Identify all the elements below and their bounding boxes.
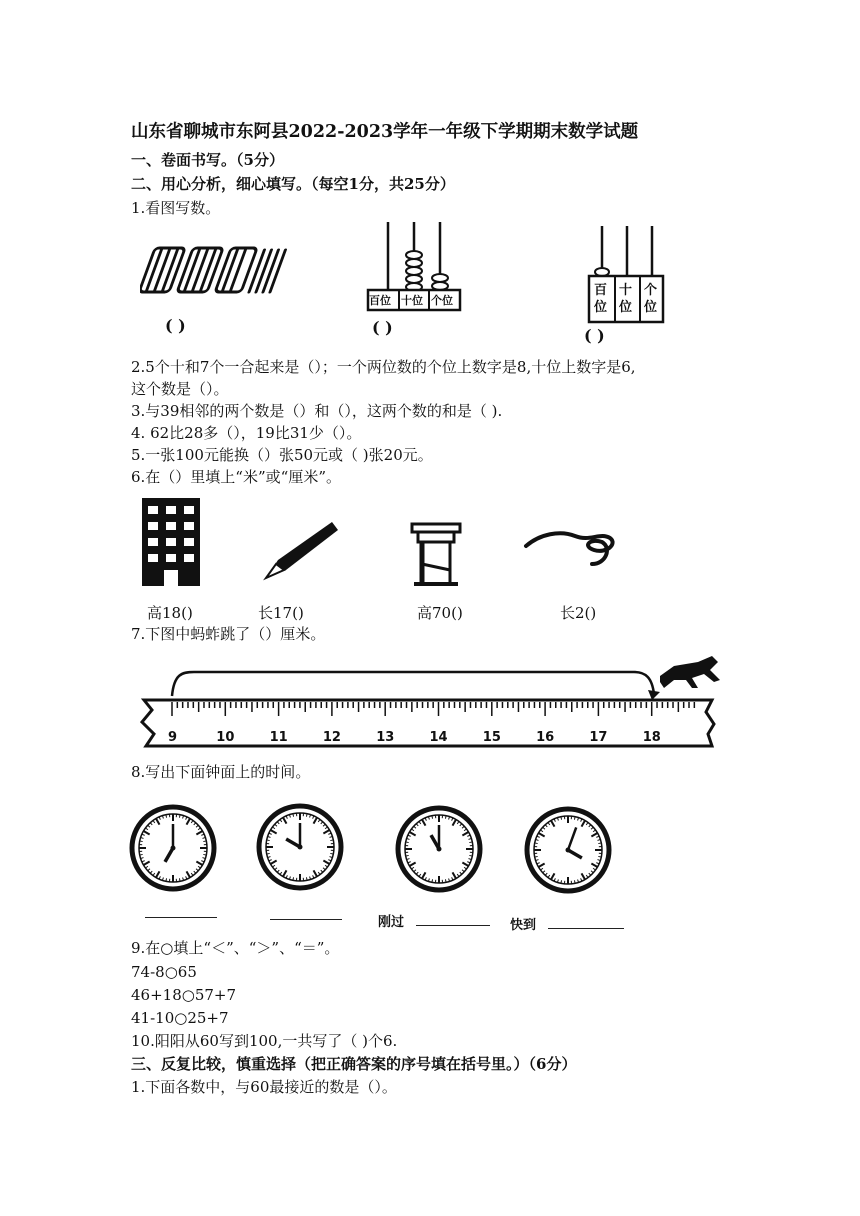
label-just-past: 刚过: [378, 915, 405, 930]
caption-rope: 长2(): [560, 604, 597, 622]
abacus1-label-tens: 十位: [401, 294, 423, 307]
ruler-number: 10: [216, 730, 235, 745]
clock-face: [255, 802, 345, 892]
ruler-number: 13: [376, 730, 395, 745]
building-figure: [140, 494, 202, 590]
question-8: 8.写出下面钟面上的时间。: [131, 763, 311, 781]
abacus1-label-hundreds: 百位: [369, 294, 391, 307]
stick-bundles-figure: [140, 240, 300, 300]
q9-item-2: 46+18○57+7: [131, 986, 237, 1004]
answer-paren-2: ( ): [372, 318, 393, 337]
question-3: 3.与39相邻的两个数是（）和（），这两个数的和是（ ).: [131, 402, 503, 420]
page-title: 山东省聊城市东阿县2022-2023学年一年级下学期期末数学试题: [131, 122, 639, 142]
question-9: 9.在○填上“＜”、“＞”、“＝”。: [131, 939, 340, 957]
caption-pencil: 长17(): [258, 604, 304, 622]
ruler-number: 18: [642, 730, 661, 745]
clock-answer-blank-1[interactable]: [145, 917, 217, 918]
section-3-heading: 三、反复比较，慎重选择（把正确答案的序号填在括号里。）（6分）: [131, 1055, 577, 1073]
section-2-heading: 二、用心分析，细心填写。（每空1分，共25分）: [131, 175, 455, 193]
abacus1-label-ones: 个位: [431, 294, 453, 307]
ruler-number: 11: [269, 730, 288, 745]
rope-figure: [520, 520, 620, 574]
ruler-number: 9: [168, 730, 178, 745]
clock-face: [128, 803, 218, 893]
label-almost: 快到: [510, 918, 537, 933]
question-1: 1.看图写数。: [131, 199, 221, 217]
answer-paren-3: ( ): [584, 326, 605, 345]
ruler-number: 14: [429, 730, 448, 745]
abacus2-label-ones: 个 位: [644, 283, 658, 315]
abacus2-label-hundreds: 百 位: [594, 283, 608, 315]
ruler-number: 17: [589, 730, 608, 745]
question-5: 5.一张100元能换（）张50元或（ )张20元。: [131, 446, 433, 464]
abacus2-label-tens: 十 位: [619, 283, 633, 315]
question-4: 4. 62比28多（），19比31少（）。: [131, 424, 362, 442]
section-3-question-1: 1.下面各数中，与60最接近的数是（）。: [131, 1078, 397, 1096]
clock-answer-blank-3[interactable]: [416, 925, 490, 926]
section-1-heading: 一、卷面书写。（5分）: [131, 151, 284, 169]
clock-answer-blank-2[interactable]: [270, 919, 342, 920]
ruler-number: 16: [536, 730, 555, 745]
pencil-figure: [262, 518, 340, 582]
question-2-line-1: 2.5个十和7个一合起来是（）；一个两位数的个位上数字是8,十位上数字是6,: [131, 358, 636, 376]
answer-paren-1: ( ): [165, 316, 186, 335]
question-7: 7.下图中蚂蚱跳了（）厘米。: [131, 625, 326, 643]
q9-item-3: 41-10○25+7: [131, 1009, 229, 1027]
caption-building: 高18(): [147, 604, 193, 622]
q9-item-1: 74-8○65: [131, 963, 197, 981]
question-2-line-2: 这个数是（）。: [131, 380, 229, 398]
clock-answer-blank-4[interactable]: [548, 928, 624, 929]
question-10: 10.阳阳从60写到100,一共写了（ )个6.: [131, 1032, 398, 1050]
ruler-number: 15: [482, 730, 501, 745]
desk-figure: [408, 520, 464, 590]
clock-face: [523, 805, 613, 895]
question-6: 6.在（）里填上“米”或“厘米”。: [131, 468, 341, 486]
ruler-number: 12: [322, 730, 341, 745]
caption-desk: 高70(): [417, 604, 463, 622]
clock-face: [394, 804, 484, 894]
